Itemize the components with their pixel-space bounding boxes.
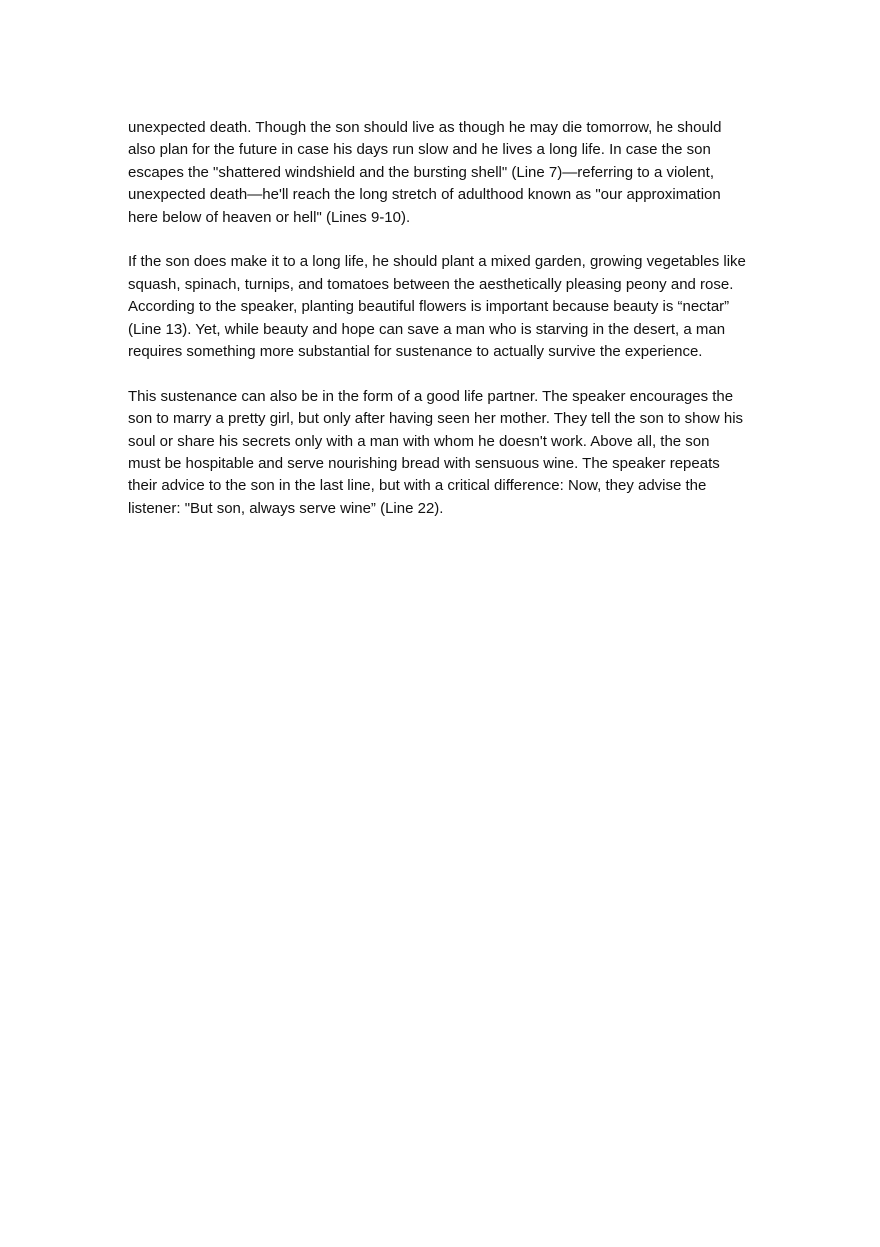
paragraph-3: This sustenance can also be in the form of a good life partner. The speaker encourages the son to marry a pretty girl, but only after having seen her mother. They tell the son to show his soul or share his secrets only with a man with whom he doesn't work. Above all, the son must be hospitable and serve nourishing bread with sensuous wine. The speaker repeats their advice to the son in the last line, but with a critical difference: Now, they advise the listener: "But son, always serve wine” (Line 22). bbox=[128, 387, 744, 517]
paragraph-2: If the son does make it to a long life, he should plant a mixed garden, growing vegetables like squash, spinach, turnips, and tomatoes between the aesthetically pleasing peony and rose. According to the speaker, planting beautiful flowers is important because beauty is “nectar” (Line 13). Yet, while beauty and hope can save a man who is starving in the desert, a man requires something more substantial for sustenance to actually survive the experience. bbox=[128, 253, 746, 361]
document-body bbox=[128, 117, 746, 543]
paragraph-1: unexpected death. Though the son should live as though he may die tomorrow, he should also plan for the future in case his days run slow and he lives a long life. In case the son escapes the "shattered windshield and the bursting shell" (Line 7)—referring to a violent, unexpected death—he'll reach the long stretch of adulthood known as "our approximation here below of heaven or hell" (Lines 9-10). bbox=[128, 119, 722, 226]
